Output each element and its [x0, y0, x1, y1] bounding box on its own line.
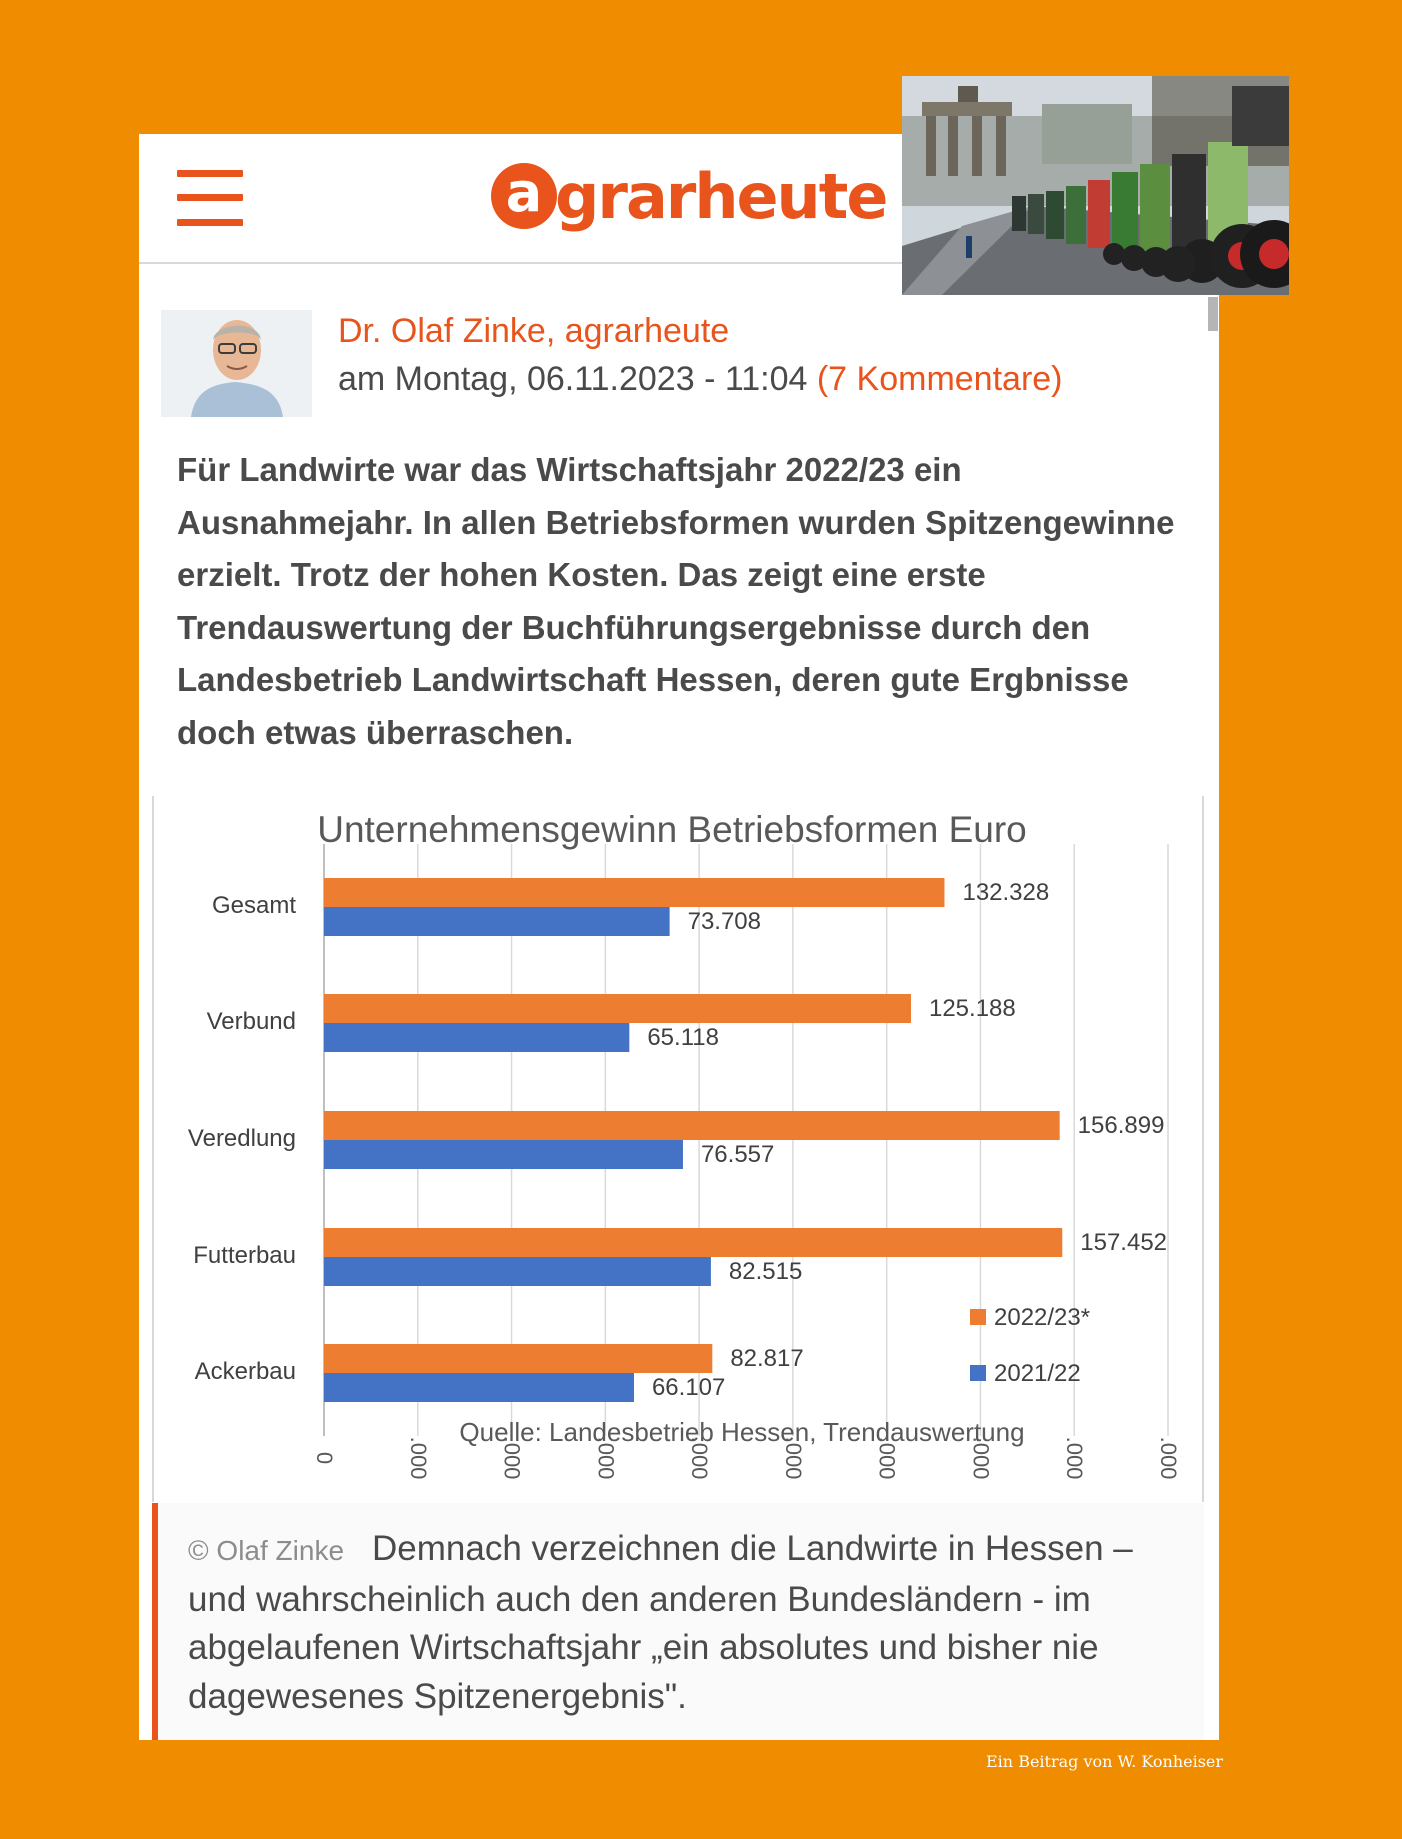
data-label: 73.708	[687, 908, 762, 935]
x-tick-label: .000	[874, 1436, 900, 1480]
legend-swatch	[970, 1365, 986, 1381]
article-meta	[338, 360, 1063, 399]
data-label: 82.817	[730, 1345, 804, 1372]
chart-source: Quelle: Landesbetrieb Hessen, Trendauswertung	[459, 1417, 1025, 1447]
category-label: Veredlung	[187, 1125, 296, 1152]
category-label: Verbund	[206, 1008, 296, 1035]
caption-text	[188, 1525, 1198, 1721]
x-tick-label: .000	[780, 1436, 806, 1480]
site-logo[interactable]	[491, 156, 886, 236]
legend-swatch	[970, 1309, 986, 1325]
data-label: 125.188	[928, 995, 1016, 1022]
x-tick-label: .000	[968, 1436, 994, 1480]
category-label: Futterbau	[193, 1242, 296, 1269]
x-tick-label: .000	[687, 1436, 713, 1480]
x-tick-label: .000	[1062, 1436, 1088, 1480]
bar	[324, 1111, 1060, 1140]
scrollbar-thumb[interactable]	[1208, 297, 1218, 331]
chart-svg	[154, 796, 1202, 1502]
category-label: Gesamt	[211, 892, 296, 919]
x-tick-label: .000	[1156, 1436, 1181, 1480]
data-label: 157.452	[1080, 1229, 1168, 1256]
caption-body: Demnach verzeichnen die Landwirte in Hessen – und wahrscheinlich auch den anderen Bundesländern - im abgelaufenen Wirtschaftsjahr „ein absolutes und bisher nie dagewesenes Spitzenergebnis".	[188, 1529, 1133, 1716]
x-tick-label: .000	[593, 1436, 619, 1480]
profit-chart	[152, 796, 1204, 1502]
author-avatar	[161, 310, 312, 417]
article-lead: Für Landwirte war das Wirtschaftsjahr 2022/23 ein Ausnahmejahr. In allen Betriebsformen wurden Spitzengewinne erzielt. Trotz der hohen Kosten. Das zeigt eine erste Trendauswertung der Buchführungsergebnisse durch den Landesbetrieb Landwirtschaft Hessen, deren gute Ergbnisse doch etwas überraschen.	[177, 451, 1175, 751]
data-label: 82.515	[728, 1258, 803, 1285]
bar	[324, 1228, 1062, 1257]
bar	[324, 1344, 712, 1373]
data-label: 65.118	[647, 1024, 719, 1051]
data-label: 156.899	[1077, 1112, 1165, 1139]
x-tick-label: 0	[312, 1451, 337, 1465]
logo-wordmark: grarheute	[555, 159, 887, 233]
legend-label: 2021/22	[994, 1360, 1081, 1387]
x-tick-label: .000	[499, 1436, 525, 1480]
comments-link[interactable]: (7 Kommentare)	[816, 360, 1063, 398]
data-label: 66.107	[651, 1374, 726, 1401]
tractor-photo	[902, 76, 1289, 295]
category-label: Ackerbau	[194, 1358, 296, 1385]
data-label: 76.557	[700, 1141, 775, 1168]
chart-title: Unternehmensgewinn Betriebsformen Euro	[317, 809, 1027, 850]
author-name[interactable]: Dr. Olaf Zinke, agrarheute	[338, 312, 730, 350]
bar	[324, 994, 911, 1023]
logo-mark: a	[491, 163, 557, 229]
menu-icon[interactable]	[177, 170, 243, 226]
bar	[324, 907, 670, 936]
legend-label: 2022/23*	[994, 1304, 1091, 1331]
bar	[324, 1140, 683, 1169]
x-tick-label: .000	[405, 1436, 431, 1480]
bar	[324, 1257, 711, 1286]
footer-note: Ein Beitrag von W. Konheiser	[986, 1752, 1224, 1771]
photo-credit: © Olaf Zinke	[188, 1535, 345, 1566]
bar	[324, 1373, 634, 1402]
publish-date: am Montag, 06.11.2023 - 11:04	[338, 360, 808, 398]
bar	[324, 1023, 629, 1052]
image-caption	[152, 1503, 1204, 1740]
bar	[324, 878, 944, 907]
data-label: 132.328	[962, 879, 1050, 906]
